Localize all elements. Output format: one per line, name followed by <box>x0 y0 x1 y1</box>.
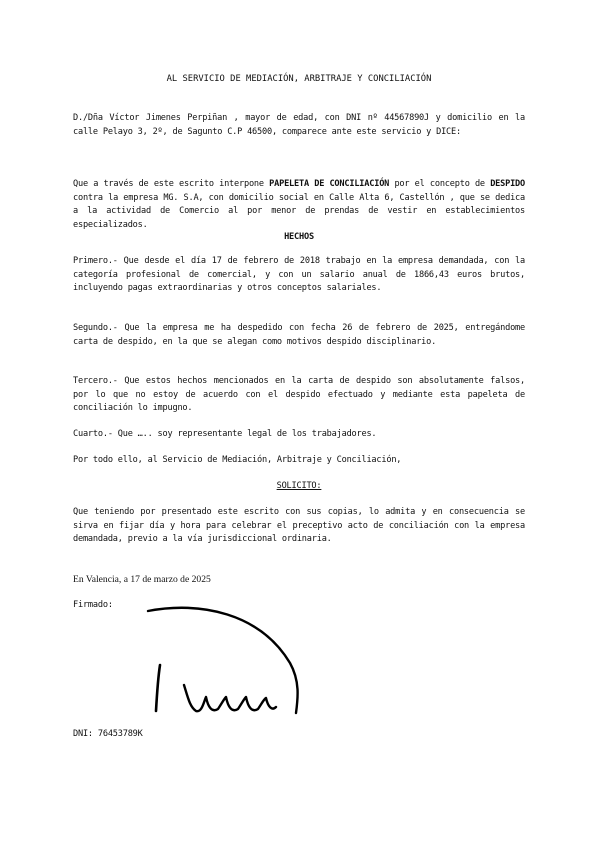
firmado-label: Firmado: <box>73 600 113 610</box>
solicito-paragraph: Que teniendo por presentado este escrito con sus copias, lo admita y en consecuencia se sirva en fijar día y hora para celebrar el preceptivo acto de conciliación con la empresa demandada, previo a la vía jurisdiccional ordinaria. <box>73 507 525 544</box>
por-todo-paragraph: Por todo ello, al Servicio de Mediación, Arbitraje y Conciliación, <box>73 455 402 465</box>
papeleta-text-3: contra la empresa MG. S.A, con domicilio social en Calle Alta 6, Castellón , que se dedica a la actividad de Comercio al por menor de prendas de vestir en establecimientos especializados. <box>73 192 525 230</box>
dni-footer: DNI: 76453789K <box>73 729 143 739</box>
segundo-paragraph: Segundo.- Que la empresa me ha despedido con fecha 26 de febrero de 2025, entregándome carta de despido, en la que se alegan como motivos despido disciplinario. <box>73 323 525 347</box>
papeleta-text-1: Que a través de este escrito interpone <box>73 179 270 189</box>
date-line: En Valencia, a 17 de marzo de 2025 <box>73 574 211 585</box>
solicito-heading-text: SOLICITO: <box>276 481 322 491</box>
primero-paragraph: Primero.- Que desde el día 17 de febrero de 2018 trabajo en la empresa demandada, con la categoría profesional de comercial, y con un salario anual de 1866,43 euros brutos, incluyendo pagas extraordinarias y otros conceptos salariales. <box>73 256 525 293</box>
tercero-paragraph: Tercero.- Que estos hechos mencionados en la carta de despido son absolutamente falsos, por lo que no estoy de acuerdo con el despido efectuado y mediante esta papeleta de conciliación lo impugno. <box>73 376 525 413</box>
papeleta-bold-1: PAPELETA DE CONCILIACIÓN <box>269 179 390 189</box>
solicito-heading <box>73 480 525 494</box>
papeleta-paragraph <box>73 178 525 232</box>
intro-paragraph: D./Dña Víctor Jimenes Perpiñan , mayor de edad, con DNI nº 44567890J y domicilio en la calle Pelayo 3, 2º, de Sagunto C.P 46500, comparece ante este servicio y DICE: <box>73 113 525 137</box>
papeleta-text-2: por el concepto de <box>389 179 491 189</box>
document-title: AL SERVICIO DE MEDIACIÓN, ARBITRAJE Y CONCILIACIÓN <box>166 74 432 84</box>
papeleta-bold-2: DESPIDO <box>490 179 526 189</box>
hechos-heading: HECHOS <box>284 232 314 242</box>
cuarto-paragraph: Cuarto.- Que ….. soy representante legal de los trabajadores. <box>73 429 377 439</box>
handwritten-signature <box>140 603 310 723</box>
